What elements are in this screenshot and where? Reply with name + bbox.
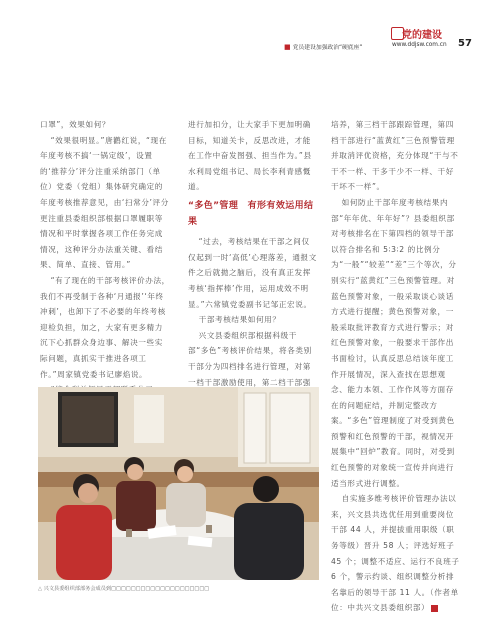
col2-paragraph: 兴文县委组织部根据科级干部“多色”考核评价结果，将各类别干部分为四档排名进行管理，对第一档干部激励使用，第二档干部强: [188, 330, 312, 387]
end-mark-icon: [431, 605, 438, 612]
column-2: [188, 117, 317, 406]
col2-paragraph: 干部考核结果如何用？: [198, 315, 281, 325]
col3-paragraph: 如何防止干部年度考核结果内部“年年优、年年好”？县委组织部对考核排名在下第四档的领导干部以符合排名和 5∶3∶2 的比例分为“一般”“较差”“差”三个等次，分别实行“蓝黄红”三色预警管理。对蓝色预警对象，一般采取谈心谈话方式进行提醒；黄色预警对象，一般采取批评教育方式进行警示；对红色预警对象，一般要求干部作出书面检讨，认真反思总结该年度工作开展情况，深入查找在思想观念、能力本领、工作作风等方面存在的问题症结，并制定整改方案。“多色”管理制度了对受到黄色预警和红色预警的干部，视情况开展集中“回炉”教育。同时，对受到红色预警的对象统一宣传并向进行适当形式进行调整。: [331, 197, 457, 488]
column-1: [40, 117, 171, 398]
magazine-logo: 党的建设: [402, 30, 442, 41]
section-heading: “多色”管理 有形有效运用结果: [188, 200, 314, 227]
bullet-icon: ■: [284, 43, 291, 51]
col1-paragraph: 口罩”，效果如何？: [40, 120, 111, 129]
meeting-photo-illustration: [38, 387, 319, 580]
col2-paragraph: 进行加扣分，让大家手下更加明确目标，知道关卡，反思改进，才能在工作中奋发图强、担当作为。”县水利局党组书记、局长李利青感慨道。: [188, 120, 312, 192]
column-3: [331, 117, 461, 616]
col2-paragraph: “过去，考核结果在干部之间仅仅起到一时‘高低’心理落差，通报文件之后就拋之脑后，没有真正发挥考核‘指挥棒’作用，运用成效不明显。”六常镇党委副书记邹正宏说。: [188, 237, 317, 309]
photo-caption: △ 兴文县委组织部部务会成员到□□□□□□□□□□□□□□□□□□□□: [38, 586, 210, 592]
col1-paragraph: “有了现在的干部考核评价办法，我们不再受制于各种‘月通报’‘年终冲刺’，也卸下了不必要的年终考核迎检负担，加之，大家有更多精力沉下心抓群众身边事、解决一些实际问题，真抓实干推进各项工作。”周家镇党委书记廖焰说。: [40, 275, 170, 379]
section-title: ■ 党员建设加强政治“硬底座”: [284, 43, 363, 51]
col1-paragraph: “效果很明显。”唐鹳红说，“现在年度考核不搞‘一锅定级’，设置的‘推荐分’评分注重采纳部门（单位）党委（党组）集体研究确定的年度考核推荐意见，由‘扫常分’评分更注重县委组织部根据口罩履职等情况和平时掌握各项工作任务完成情况，这种评分办法重关键、看结果、简单、直接、管用。”: [40, 135, 169, 270]
col3-paragraph: 培养，第三档干部跟踪管理，第四档干部进行“蓝黄红”三色预警管理并取消评优资格，充分体现“干与不干不一样、干多干少不一样、干好干坏不一样”。: [331, 120, 459, 192]
website-url: www.ddjsw.com.cn: [392, 42, 447, 48]
page-header: [0, 0, 485, 70]
col3-paragraph: 自实施多维考核评价管理办法以来，兴文县共选优任用到重要岗位干部 44 人，并提拔重用职级（职务等级）晋升 58 人；评选好班子 45 个；调整不适应、运行不良班子 6 个，警示约谈、组织调整分析排名靠后的领导干部 11 人。（作者单位：中共兴文县委组织部）: [331, 494, 460, 613]
page-number: 57: [458, 38, 472, 49]
triangle-icon: △: [38, 586, 42, 592]
meeting-photo: [38, 387, 319, 580]
